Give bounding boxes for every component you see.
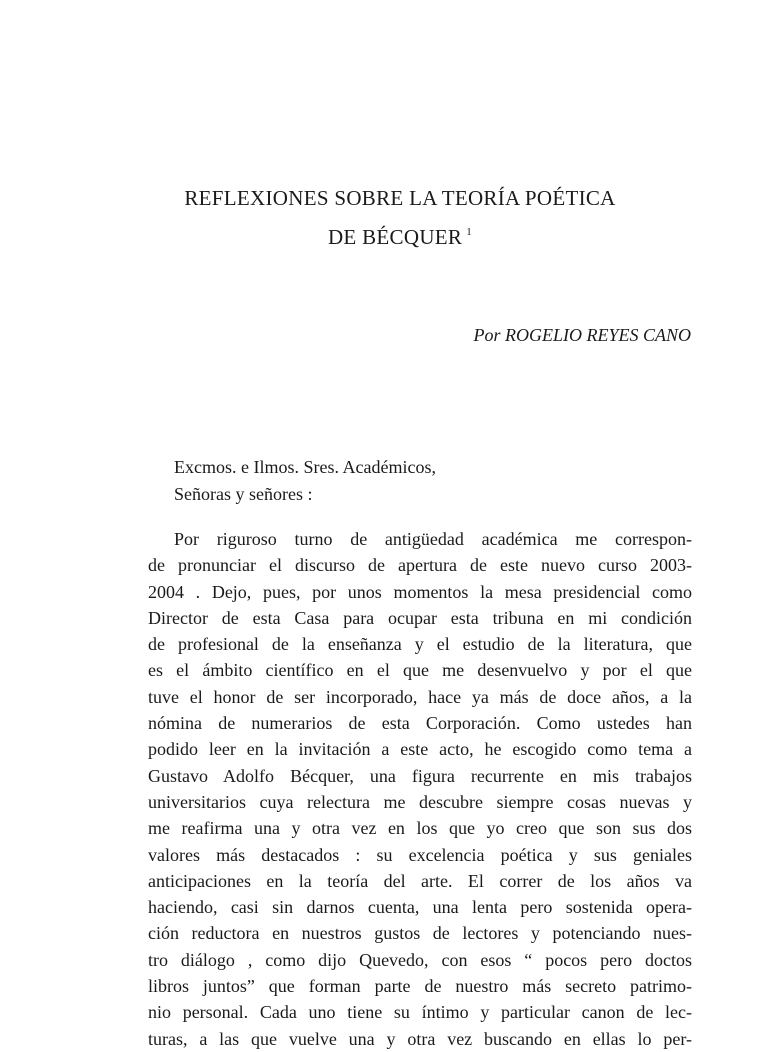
body-line: libros juntos” que forman parte de nuestro más secreto patrimo- [148, 976, 692, 997]
title-line-2-text: DE BÉCQUER [327, 225, 463, 249]
body-line: tuve el honor de ser incorporado, hace ya más de doce años, a la [148, 686, 692, 707]
title-line-2 [0, 215, 768, 254]
body-line: podido leer en la invitación a este acto, he escogido como tema a [148, 739, 692, 760]
body-line: Por riguroso turno de antigüedad académica me correspon- [174, 529, 692, 549]
article-title [0, 181, 768, 254]
body-line: turas, a las que vuelve una y otra vez buscando en ellas lo per- [148, 1028, 692, 1049]
body-line: anticipaciones en la teoría del arte. El correr de los años va [148, 870, 692, 891]
author-byline: Por ROGELIO REYES CANO [473, 325, 691, 345]
body-line: ción reductora en nuestros gustos de lectores y potenciando nues- [148, 923, 692, 944]
body-line: universitarios cuya relectura me descubre siempre cosas nuevas y [148, 791, 692, 812]
body-line: valores más destacados : su excelencia poética y sus geniales [148, 844, 692, 865]
body-paragraph [148, 526, 692, 1052]
salutation-line-2: Señoras y señores : [174, 484, 313, 504]
body-line: de profesional de la enseñanza y el estudio de la literatura, que [148, 634, 692, 655]
salutation [174, 454, 436, 508]
body-line: nómina de numerarios de esta Corporación. Como ustedes han [148, 713, 692, 734]
body-line: 2004 . Dejo, pues, por unos momentos la mesa presidencial como [148, 581, 692, 602]
body-line: Gustavo Adolfo Bécquer, una figura recurrente en mis trabajos [148, 765, 692, 786]
body-line: nio personal. Cada uno tiene su íntimo y particular canon de lec- [148, 1002, 692, 1023]
footnote-marker: 1 [466, 226, 473, 238]
body-line: de pronunciar el discurso de apertura de este nuevo curso 2003- [148, 555, 692, 576]
body-line: Director de esta Casa para ocupar esta tribuna en mi condición [148, 607, 692, 628]
body-line: haciendo, casi sin darnos cuenta, una lenta pero sostenida opera- [148, 897, 692, 918]
body-line: tro diálogo , como dijo Quevedo, con esos “ pocos pero doctos [148, 949, 692, 970]
body-line: me reafirma una y otra vez en los que yo creo que son sus dos [148, 818, 692, 839]
salutation-line-1: Excmos. e Ilmos. Sres. Académicos, [174, 457, 436, 477]
title-line-1: REFLEXIONES SOBRE LA TEORÍA POÉTICA [184, 186, 616, 210]
body-line: es el ámbito científico en el que me desenvuelvo y por el que [148, 660, 692, 681]
